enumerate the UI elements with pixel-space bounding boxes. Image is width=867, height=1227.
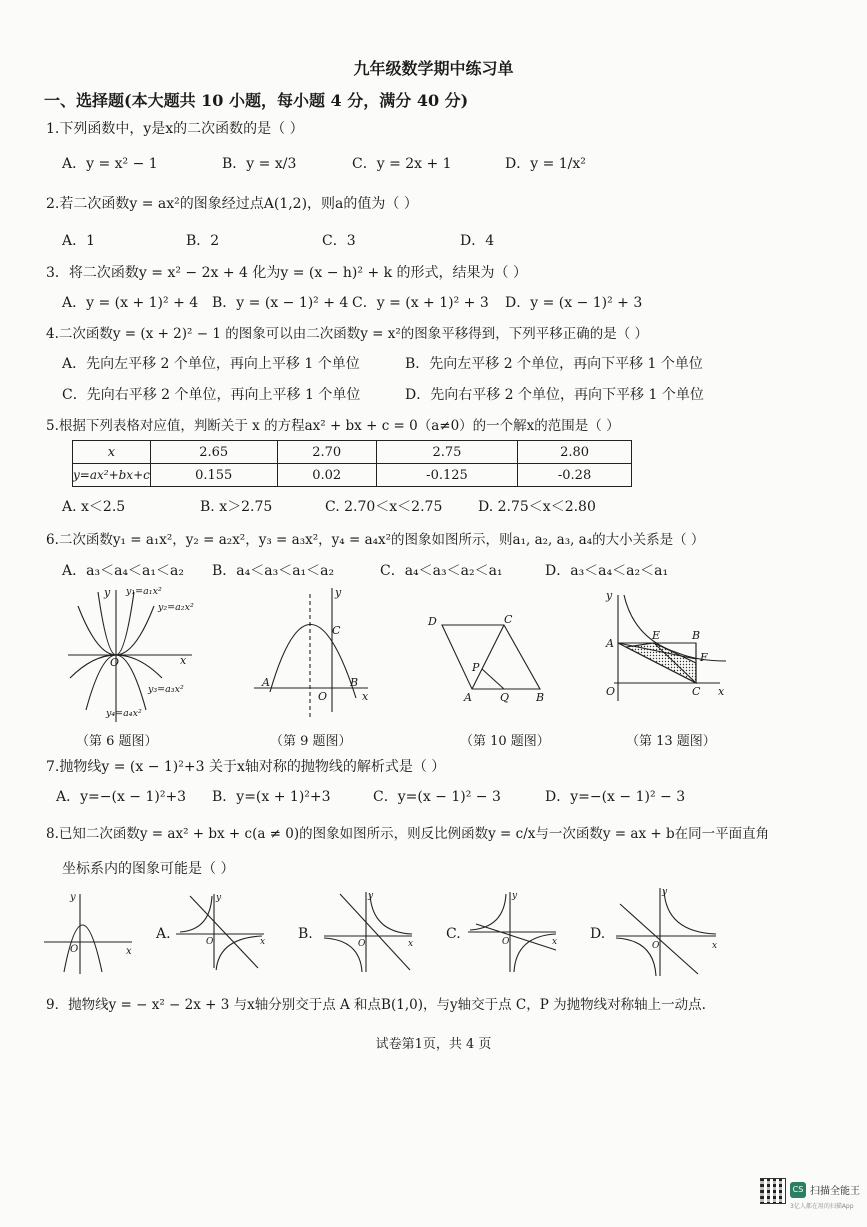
- q4-option-a: A．先向左平移 2 个单位，再向上平移 1 个单位: [62, 356, 360, 372]
- q8-given-x-label: x: [126, 946, 132, 957]
- parabola: [270, 624, 359, 698]
- line: [476, 924, 556, 950]
- fig9-y-label: y: [335, 586, 342, 599]
- fig6-y4-label: y₄=a₄x²: [106, 708, 142, 719]
- fig6-y3-label: y₃=a₃x²: [148, 684, 184, 695]
- fig6-y1-label: y₁=a₁x²: [126, 586, 162, 597]
- question-2-stem: 2.若二次函数y = ax²的图象经过点A(1,2)，则a的值为（ ）: [46, 196, 418, 212]
- fig13-point-a: A: [606, 637, 614, 650]
- q6-option-b: B．a₄＜a₃＜a₁＜a₂: [212, 563, 335, 579]
- q3-option-c: C．y = (x + 1)² + 3: [352, 295, 489, 311]
- fig13-point-f: F: [700, 651, 708, 664]
- fig10-point-c: C: [504, 613, 513, 626]
- figure-6: [60, 582, 210, 727]
- q1-option-b: B．y = x/3: [222, 156, 297, 172]
- q6-option-c: C．a₄＜a₃＜a₂＜a₁: [380, 563, 503, 579]
- figure-9: [252, 582, 377, 722]
- q8-option-d-graph: [612, 882, 722, 978]
- table-cell: 2.75: [376, 441, 517, 464]
- q8b-origin: O: [358, 939, 366, 949]
- figure-13: [598, 585, 733, 705]
- q6-option-d: D．a₃＜a₄＜a₂＜a₁: [545, 563, 669, 579]
- q8a-x-label: x: [260, 937, 266, 947]
- scanner-logo-icon: CS: [790, 1182, 806, 1198]
- table-cell: 2.80: [518, 441, 632, 464]
- q8d-x-label: x: [712, 941, 718, 951]
- q8-given-y-label: y: [70, 892, 76, 903]
- q2-option-a: A．1: [62, 233, 96, 249]
- fig10-point-p: P: [472, 661, 480, 674]
- q3-option-a: A．y = (x + 1)² + 4: [62, 295, 199, 311]
- table-cell: 0.02: [277, 464, 376, 487]
- hyperbola-branch: [664, 890, 716, 934]
- table-cell: -0.28: [518, 464, 632, 487]
- table-cell: -0.125: [376, 464, 517, 487]
- question-8-stem-continued: 坐标系内的图象可能是（ ）: [62, 861, 235, 877]
- q2-option-b: B．2: [186, 233, 220, 249]
- q8-option-c-graph: [464, 886, 564, 974]
- q8a-origin: O: [206, 937, 214, 947]
- fig10-point-a: A: [464, 691, 472, 704]
- segment-pq: [482, 669, 504, 689]
- fig13-y-label: y: [606, 589, 613, 602]
- q8-given-graph: [40, 886, 140, 976]
- q8a-y-label: y: [216, 893, 222, 903]
- scanner-brand-sub: 3亿人都在用的扫描App: [790, 1203, 854, 1210]
- fig6-y-label: y: [104, 586, 111, 599]
- page-footer: 试卷第1页，共 4 页: [375, 1037, 492, 1052]
- fig10-point-d: D: [428, 615, 437, 628]
- q4-option-d: D．先向右平移 2 个单位，再向下平移 1 个单位: [405, 387, 704, 403]
- q8d-y-label: y: [662, 887, 668, 897]
- question-4-stem: 4.二次函数y = (x + 2)² − 1 的图象可以由二次函数y = x²的图象平移得到，下列平移正确的是（ ）: [46, 326, 649, 342]
- q4-option-c: C．先向右平移 2 个单位，再向上平移 1 个单位: [62, 387, 361, 403]
- q3-option-d: D．y = (x − 1)² + 3: [505, 295, 643, 311]
- q1-option-c: C．y = 2x + 1: [352, 156, 452, 172]
- q2-option-c: C．3: [322, 233, 356, 249]
- q7-option-b: B．y=(x + 1)²+3: [212, 789, 331, 805]
- hyperbola-branch: [370, 894, 412, 934]
- q8c-y-label: y: [512, 891, 518, 901]
- q8c-x-label: x: [552, 937, 558, 947]
- hyperbola-branch: [324, 938, 362, 972]
- line: [620, 904, 698, 974]
- fig9-origin: O: [318, 690, 328, 703]
- table-cell: x: [73, 441, 151, 464]
- figure-13-caption: （第 13 题图）: [626, 734, 716, 749]
- diagonal-ac: [472, 625, 504, 689]
- question-8-stem: 8.已知二次函数y = ax² + bx + c(a ≠ 0)的图象如图所示，则反比例函数y = c/x与一次函数y = ax + b在同一平面直角: [46, 826, 770, 842]
- q8c-origin: O: [502, 937, 510, 947]
- fig13-point-b: B: [692, 629, 701, 642]
- fig13-x-label: x: [718, 685, 725, 698]
- q7-option-c: C．y=(x − 1)² − 3: [373, 789, 501, 805]
- fig9-point-c: C: [332, 624, 341, 637]
- parallelogram-abcd: [442, 625, 540, 689]
- q5-option-b: B. x＞2.75: [200, 499, 273, 515]
- q3-option-b: B．y = (x − 1)² + 4: [212, 295, 349, 311]
- fig13-point-e: E: [652, 629, 661, 642]
- fig6-origin: O: [110, 656, 120, 669]
- q5-option-d: D. 2.75＜x＜2.80: [478, 499, 596, 515]
- q8d-origin: O: [652, 941, 660, 951]
- hyperbola-branch: [514, 934, 556, 972]
- figure-9-caption: （第 9 题图）: [270, 734, 352, 749]
- table-cell: y=ax²+bx+c: [73, 464, 151, 487]
- q8b-y-label: y: [368, 891, 374, 901]
- q8-option-c: C.: [446, 926, 461, 942]
- fig13-point-c: C: [692, 685, 701, 698]
- table-cell: 0.155: [150, 464, 277, 487]
- question-3-stem: 3．将二次函数y = x² − 2x + 4 化为y = (x − h)² + k 的形式，结果为（ ）: [46, 265, 528, 281]
- q7-option-d: D．y=−(x − 1)² − 3: [545, 789, 686, 805]
- figure-10: [420, 605, 555, 705]
- q2-option-d: D．4: [460, 233, 495, 249]
- fig6-x-label: x: [180, 654, 187, 667]
- q8-option-a-graph: [172, 888, 272, 970]
- line: [190, 896, 258, 968]
- fig13-origin: O: [606, 685, 616, 698]
- q6-option-a: A．a₃＜a₄＜a₁＜a₂: [62, 563, 184, 579]
- q8-option-a: A.: [156, 926, 171, 942]
- q8-option-b: B.: [298, 926, 313, 942]
- q1-option-d: D．y = 1/x²: [505, 156, 586, 172]
- qr-code-overlay: [760, 1178, 784, 1202]
- fig9-x-label: x: [362, 690, 369, 703]
- question-9-stem: 9．抛物线y = − x² − 2x + 3 与x轴分别交于点 A 和点B(1,0)，与y轴交于点 C，P 为抛物线对称轴上一动点.: [46, 997, 706, 1013]
- fig10-point-b: B: [536, 691, 545, 704]
- hyperbola-branch: [616, 938, 656, 976]
- q7-option-a: A．y=−(x − 1)²+3: [56, 789, 187, 805]
- value-table: [72, 440, 632, 487]
- scanner-brand: 扫描全能王: [810, 1186, 860, 1197]
- table-row: [73, 441, 632, 464]
- question-7-stem: 7.抛物线y = (x − 1)²+3 关于x轴对称的抛物线的解析式是（ ）: [46, 759, 446, 775]
- q8-option-d: D.: [590, 926, 606, 942]
- q8-given-origin: O: [70, 944, 79, 955]
- hyperbola-branch: [470, 894, 506, 930]
- q4-option-b: B．先向左平移 2 个单位，再向下平移 1 个单位: [405, 356, 703, 372]
- question-1-stem: 1.下列函数中，y是x的二次函数的是（ ）: [46, 121, 304, 137]
- fig10-point-q: Q: [500, 691, 510, 704]
- section-heading: 一、选择题(本大题共 10 小题，每小题 4 分，满分 40 分): [44, 91, 469, 110]
- page-title: 九年级数学期中练习单: [353, 59, 514, 78]
- figure-6-caption: （第 6 题图）: [76, 734, 158, 749]
- fig9-point-b: B: [350, 676, 359, 689]
- figure-10-caption: （第 10 题图）: [460, 734, 550, 749]
- table-cell: 2.70: [277, 441, 376, 464]
- question-6-stem: 6.二次函数y₁ = a₁x²，y₂ = a₂x²，y₃ = a₃x²，y₄ = a₄x²的图象如图所示，则a₁, a₂, a₃, a₄的大小关系是（ ）: [46, 532, 705, 548]
- fig6-y2-label: y₂=a₂x²: [158, 602, 194, 613]
- q1-option-a: A．y = x² − 1: [62, 156, 158, 172]
- q5-option-a: A. x＜2.5: [62, 499, 126, 515]
- q8-option-b-graph: [320, 886, 420, 974]
- question-5-stem: 5.根据下列表格对应值，判断关于 x 的方程ax² + bx + c = 0（a≠0）的一个解x的范围是（ ）: [46, 418, 620, 434]
- q5-option-c: C. 2.70＜x＜2.75: [325, 499, 443, 515]
- fig9-point-a: A: [262, 676, 270, 689]
- table-row: [73, 464, 632, 487]
- q8b-x-label: x: [408, 939, 414, 949]
- table-cell: 2.65: [150, 441, 277, 464]
